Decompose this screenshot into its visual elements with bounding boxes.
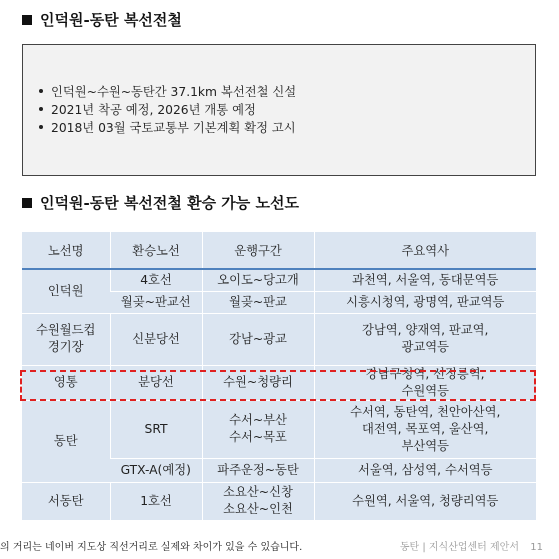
square-bullet-icon [22, 198, 32, 208]
page-number: 11 [530, 542, 543, 553]
summary-item: 인덕원~수원~동탄간 37.1km 복선전철 신설 [37, 83, 535, 101]
main-stations-cell: 과천역, 서울역, 동대문역등 [314, 269, 536, 291]
column-header: 주요역사 [314, 232, 536, 269]
service-section-cell: 오이도~당고개 [202, 269, 314, 291]
main-stations-cell: 수원역, 서울역, 청량리역등 [314, 482, 536, 520]
table-row [22, 313, 536, 365]
section-title-overview [22, 9, 182, 30]
line-name-cell: 인덕원 [22, 269, 110, 313]
service-section-cell: 강남~광교 [202, 313, 314, 365]
main-stations-cell: 강남역, 양재역, 판교역, 광교역등 [314, 313, 536, 365]
service-section-cell: 소요산~신창 소요산~인천 [202, 482, 314, 520]
table-header-row [22, 232, 536, 269]
column-header: 운행구간 [202, 232, 314, 269]
transfer-line-cell: 4호선 [110, 269, 202, 291]
summary-item: 2018년 03월 국토교통부 기본계획 확정 고시 [37, 119, 535, 137]
line-name-cell: 서동탄 [22, 482, 110, 520]
summary-item: 2021년 착공 예정, 2026년 개통 예정 [37, 101, 535, 119]
main-stations-cell: 서울역, 삼성역, 수서역등 [314, 458, 536, 482]
main-stations-cell: 수서역, 동탄역, 천안아산역, 대전역, 목포역, 울산역, 부산역등 [314, 400, 536, 458]
service-section-cell: 수서~부산 수서~목포 [202, 400, 314, 458]
transfer-line-cell: 1호선 [110, 482, 202, 520]
table-row [22, 269, 536, 291]
section-title-transfer [22, 192, 299, 213]
square-bullet-icon [22, 15, 32, 25]
column-header: 환승노선 [110, 232, 202, 269]
main-stations-cell: 강남구청역, 선정릉역, 수원역등 [314, 365, 536, 400]
footer-note: 의 거리는 네이버 지도상 직선거리로 실제와 차이가 있을 수 있습니다. [0, 536, 302, 559]
transfer-line-cell: 신분당선 [110, 313, 202, 365]
line-name-cell: 동탄 [22, 400, 110, 482]
bullet-icon [39, 125, 43, 129]
bullet-icon [39, 107, 43, 111]
service-section-cell: 파주운정~동탄 [202, 458, 314, 482]
transfer-route-table [22, 232, 536, 521]
column-header: 노선명 [22, 232, 110, 269]
transfer-line-cell: GTX-A(예정) [110, 458, 202, 482]
service-section-cell: 월곶~판교 [202, 291, 314, 313]
transfer-line-cell: 분당선 [110, 365, 202, 400]
transfer-line-cell: SRT [110, 400, 202, 458]
line-name-cell: 영통 [22, 365, 110, 400]
footer [0, 536, 559, 559]
transfer-line-cell: 월곶~판교선 [110, 291, 202, 313]
table-row [22, 400, 536, 458]
summary-box [22, 44, 536, 176]
line-name-cell: 수원월드컵 경기장 [22, 313, 110, 365]
service-section-cell: 수원~청량리 [202, 365, 314, 400]
bullet-icon [39, 89, 43, 93]
table-row [22, 482, 536, 520]
table-row [22, 365, 536, 400]
footer-title: 동탄 | 지식산업센터 제안서 [399, 542, 519, 553]
main-stations-cell: 시흥시청역, 광명역, 판교역등 [314, 291, 536, 313]
section-title-text: 인덕원-동탄 복선전철 [40, 11, 182, 29]
section-title-text: 인덕원-동탄 복선전철 환승 가능 노선도 [40, 194, 299, 212]
